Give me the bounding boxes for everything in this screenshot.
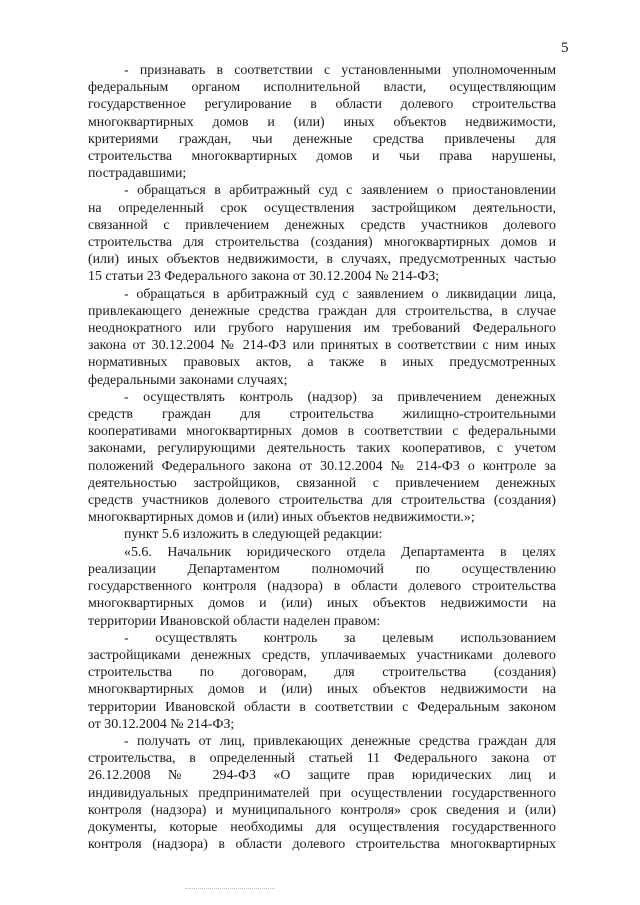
text-line: неоднократного или грубого нарушения им требований Федерального <box>88 321 556 337</box>
text-line: пункт 5.6 изложить в следующей редакции: <box>124 527 383 543</box>
text-line: положений Федерального закона от 30.12.2004 № 214-ФЗ о контроле за <box>88 458 556 474</box>
scan-artifact <box>185 888 275 890</box>
text-line: многоквартирных домов и (или) иных объектов недвижимости, <box>88 114 556 130</box>
text-line: нормативных правовых актов, а также в иных предусмотренных <box>88 355 556 371</box>
text-line: федеральным органом исполнительной власти, осуществляющим <box>88 80 556 96</box>
text-line: 15 статьи 23 Федерального закона от 30.12.2004 № 214-ФЗ; <box>88 269 440 285</box>
text-line: - признавать в соответствии с установленными уполномоченным <box>124 63 556 78</box>
text-line: от 30.12.2004 № 214-ФЗ; <box>88 716 235 732</box>
text-line: деятельностью застройщиков, связанной с привлечением денежных <box>88 475 556 491</box>
text-line: строительства, в определенный статьей 11 Федерального закона от <box>88 751 556 767</box>
text-line: индивидуальных предпринимателей при осуществлении государственного <box>88 785 556 801</box>
text-line: многоквартирных домов и (или) иных объектов недвижимости.»; <box>88 510 475 526</box>
text-line: критериями граждан, чьи денежные средства привлечены для <box>88 131 556 147</box>
text-line: территории Ивановской области в соответствии с Федеральным законом <box>88 699 556 715</box>
text-line: строительства многоквартирных домов и чьи права нарушены, <box>88 149 556 165</box>
text-line: многоквартирных домов и (или) иных объектов недвижимости на <box>88 682 556 698</box>
text-line: государственное регулирование в области долевого строительства <box>88 97 556 113</box>
text-line: - получать от лиц, привлекающих денежные средства граждан для <box>124 733 556 749</box>
document-body <box>88 62 556 853</box>
text-line: кооперативами многоквартирных домов в соответствии с федеральными <box>88 424 556 440</box>
text-line: закона от 30.12.2004 № 214-ФЗ или принятых в соответствии с ним иных <box>88 338 556 354</box>
text-line: контроля (надзора) и муниципального контроля» срок сведения и (или) <box>88 802 556 818</box>
text-line: средств граждан для строительства жилищно-строительными <box>88 407 556 423</box>
text-line: средств участников долевого строительства для строительства (создания) <box>88 493 556 509</box>
text-line: привлекающего денежные средства граждан для строительства, в случае <box>88 303 556 319</box>
text-line: - обращаться в арбитражный суд с заявлением о ликвидации лица, <box>124 286 556 302</box>
text-line: - осуществлять контроль (надзор) за привлечением денежных <box>124 389 556 405</box>
text-line: на определенный срок осуществления застройщиком деятельности, <box>88 200 556 216</box>
text-line: строительства по договорам, для строительства (создания) <box>88 665 556 681</box>
text-line: - обращаться в арбитражный суд с заявлением о приостановлении <box>124 183 556 199</box>
text-line: документы, которые необходимы для осуществления государственного <box>88 819 556 835</box>
text-line: 26.12.2008 № 294-ФЗ «О защите прав юридических лиц и <box>88 768 556 784</box>
text-line: (или) иных объектов недвижимости, в случаях, предусмотренных частью <box>88 252 556 268</box>
page-number: 5 <box>561 40 569 56</box>
text-line: территории Ивановской области наделен правом: <box>88 613 381 629</box>
text-line: реализации Департаментом полномочий по осуществлению <box>88 561 556 577</box>
text-line: «5.6. Начальник юридического отдела Департамента в целях <box>124 544 556 560</box>
text-line: многоквартирных домов и (или) иных объектов недвижимости на <box>88 596 556 612</box>
text-line: федеральными законами случаях; <box>88 372 288 388</box>
text-line: - осуществлять контроль за целевым использованием <box>124 630 556 646</box>
text-line: государственного контроля (надзора) в области долевого строительства <box>88 579 556 595</box>
text-line: связанной с привлечением денежных средств участников долевого <box>88 217 556 233</box>
text-line: строительства для строительства (создания) многоквартирных домов и <box>88 235 556 251</box>
text-line: пострадавшими; <box>88 166 187 182</box>
text-line: застройщиками денежных средств, уплачиваемых участниками долевого <box>88 647 556 663</box>
text-line: законами, регулирующими деятельность таких кооперативов, с учетом <box>88 441 556 457</box>
text-line: контроля (надзора) в области долевого строительства многоквартирных <box>88 837 556 853</box>
